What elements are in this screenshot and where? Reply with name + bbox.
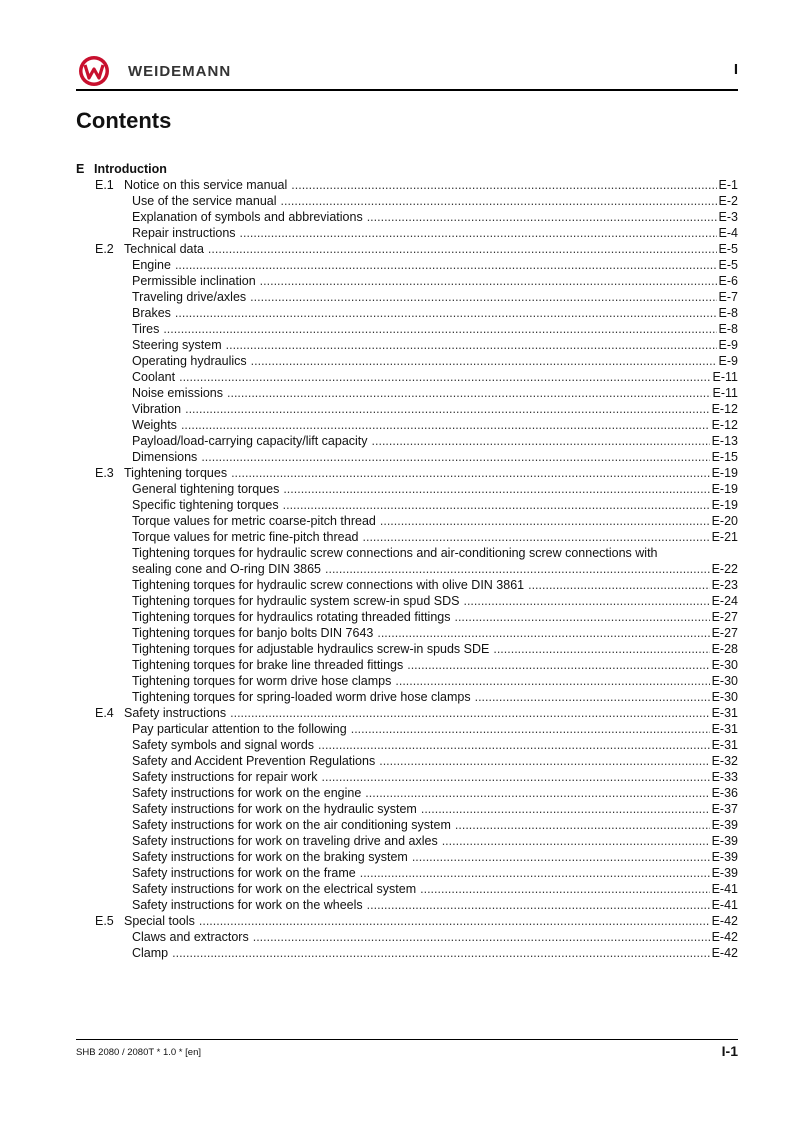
dot-leader <box>240 225 717 241</box>
toc-page-number: E-5 <box>718 242 738 256</box>
toc-entry-title: Coolant <box>132 370 176 384</box>
toc-entry-title: Safety instructions for work on traveling drive and axles <box>132 834 438 848</box>
dot-leader <box>367 897 710 913</box>
toc-entry-title: Safety instructions for work on the hydraulic system <box>132 802 417 816</box>
toc-entry[interactable] <box>76 945 738 961</box>
dot-leader <box>175 257 717 273</box>
toc-entry[interactable] <box>76 321 738 337</box>
toc-page-number: E-30 <box>711 658 738 672</box>
dot-leader <box>281 193 717 209</box>
toc-page-number: E-9 <box>718 338 738 352</box>
toc-entry-title: Tightening torques for brake line threaded fittings <box>132 658 404 672</box>
toc-section-number: E.3 <box>95 466 114 480</box>
toc-entry[interactable] <box>76 337 738 353</box>
dot-leader <box>227 385 711 401</box>
dot-leader <box>360 865 710 881</box>
toc-page-number: E-12 <box>711 418 738 432</box>
toc-page-number: E-11 <box>712 370 738 384</box>
toc-entry-title: sealing cone and O-ring DIN 3865 <box>132 562 322 576</box>
toc-section-number: E.2 <box>95 242 114 256</box>
toc-page-number: E-1 <box>718 178 738 192</box>
toc-entry[interactable] <box>76 257 738 273</box>
toc-entry-title: Pay particular attention to the following <box>132 722 347 736</box>
toc-page-number: E-37 <box>711 802 738 816</box>
toc-entry[interactable] <box>76 273 738 289</box>
toc-entry[interactable] <box>76 737 738 753</box>
toc-page-number: E-31 <box>711 722 738 736</box>
dot-leader <box>199 913 710 929</box>
toc-page-number: E-19 <box>711 498 738 512</box>
toc-page-number: E-8 <box>718 322 738 336</box>
toc-entry-title: Tightening torques for hydraulic system screw-in spud SDS <box>132 594 460 608</box>
dot-leader <box>291 177 716 193</box>
toc-entry[interactable] <box>76 641 738 657</box>
dot-leader <box>318 737 710 753</box>
toc-entry-title: Notice on this service manual <box>124 178 288 192</box>
dot-leader <box>163 321 716 337</box>
toc-entry[interactable] <box>76 881 738 897</box>
toc-entry-title: Tires <box>132 322 160 336</box>
toc-page-number: E-9 <box>718 354 738 368</box>
toc-entry-title: Clamp <box>132 946 169 960</box>
toc-page-number: E-27 <box>711 626 738 640</box>
toc-entry-title: Tightening torques for hydraulic screw connections and air-conditioning screw connections with <box>132 546 658 560</box>
weidemann-logo-icon <box>78 55 110 87</box>
toc-page-number: E-6 <box>718 274 738 288</box>
toc-entry-title: Safety instructions for work on the electrical system <box>132 882 417 896</box>
dot-leader <box>475 689 710 705</box>
toc-page-number: E-42 <box>711 930 738 944</box>
toc-entry-title: Safety instructions for repair work <box>132 770 318 784</box>
brand-name: WEIDEMANN <box>128 63 232 80</box>
toc-entry[interactable] <box>76 673 738 689</box>
chapter-number: E <box>76 162 85 176</box>
toc-entry[interactable] <box>76 225 738 241</box>
toc-entry[interactable] <box>76 561 738 577</box>
toc-section-entry[interactable] <box>76 177 738 193</box>
dot-leader <box>380 513 710 529</box>
toc-entry[interactable] <box>76 433 738 449</box>
dot-leader <box>201 449 709 465</box>
dot-leader <box>412 849 710 865</box>
toc-page-number: E-27 <box>711 610 738 624</box>
toc-entry[interactable] <box>76 833 738 849</box>
dot-leader <box>175 305 717 321</box>
toc-section-number: E.4 <box>95 706 114 720</box>
dot-leader <box>395 673 709 689</box>
section-mark: I <box>733 61 738 78</box>
toc-entry-title: Dimensions <box>132 450 198 464</box>
toc-entry[interactable] <box>76 897 738 913</box>
dot-leader <box>463 593 709 609</box>
dot-leader <box>493 641 709 657</box>
toc-page-number: E-20 <box>711 514 738 528</box>
toc-entry[interactable] <box>76 401 738 417</box>
toc-entry-title: Safety instructions for work on the frame <box>132 866 356 880</box>
dot-leader <box>179 369 710 385</box>
toc-entry-title: Tightening torques for banjo bolts DIN 7643 <box>132 626 374 640</box>
dot-leader <box>442 833 710 849</box>
dot-leader <box>455 817 710 833</box>
dot-leader <box>250 289 716 305</box>
toc-entry[interactable] <box>76 801 738 817</box>
toc-entry[interactable] <box>76 577 738 593</box>
toc-page-number: E-30 <box>711 674 738 688</box>
toc-page-number: E-36 <box>711 786 738 800</box>
toc-entry-title: Engine <box>132 258 171 272</box>
dot-leader <box>372 433 710 449</box>
toc-entry[interactable] <box>76 785 738 801</box>
toc-page-number: E-33 <box>711 770 738 784</box>
toc-entry-title: Vibration <box>132 402 182 416</box>
toc-entry[interactable] <box>76 849 738 865</box>
toc-entry[interactable] <box>76 449 738 465</box>
toc-entry-title: Tightening torques <box>124 466 228 480</box>
page-title: Contents <box>76 108 172 133</box>
toc-entry[interactable] <box>76 513 738 529</box>
dot-leader <box>454 609 709 625</box>
dot-leader <box>283 481 709 497</box>
toc-section-entry[interactable] <box>76 241 738 257</box>
toc-page-number: E-21 <box>711 530 738 544</box>
toc-page-number: E-23 <box>711 578 738 592</box>
toc-entry-title: Noise emissions <box>132 386 224 400</box>
toc-page-number: E-41 <box>711 898 738 912</box>
dot-leader <box>365 785 709 801</box>
toc-entry[interactable] <box>76 625 738 641</box>
dot-leader <box>230 705 709 721</box>
toc-page-number: E-4 <box>718 226 738 240</box>
toc-page-number: E-39 <box>711 850 738 864</box>
toc-entry-title: Use of the service manual <box>132 194 277 208</box>
toc-entry[interactable] <box>76 481 738 497</box>
toc-page-number: E-11 <box>712 386 738 400</box>
toc-entry[interactable] <box>76 529 738 545</box>
toc-entry[interactable] <box>76 609 738 625</box>
page-header <box>76 52 738 90</box>
page-number: I-1 <box>721 1043 738 1059</box>
toc-entry-title: Torque values for metric fine-pitch thread <box>132 530 359 544</box>
dot-leader <box>407 657 709 673</box>
toc-entry-title: Safety instructions for work on the braking system <box>132 850 408 864</box>
dot-leader <box>325 561 710 577</box>
toc-entry-title: Repair instructions <box>132 226 236 240</box>
dot-leader <box>181 417 710 433</box>
toc-entry[interactable] <box>76 209 738 225</box>
toc-page-number: E-42 <box>711 914 738 928</box>
toc-entry[interactable] <box>76 769 738 785</box>
toc-entry-title: Safety symbols and signal words <box>132 738 315 752</box>
toc-page-number: E-24 <box>711 594 738 608</box>
toc-entry[interactable] <box>76 545 738 561</box>
toc-page-number: E-5 <box>718 258 738 272</box>
toc-entry[interactable] <box>76 369 738 385</box>
toc-entry-title: Tightening torques for hydraulic screw connections with olive DIN 3861 <box>132 578 525 592</box>
toc-page-number: E-31 <box>711 738 738 752</box>
toc-entry-title: Safety instructions for work on the wheels <box>132 898 363 912</box>
toc-page-number: E-22 <box>711 562 738 576</box>
header-divider <box>76 89 738 91</box>
toc-page-number: E-19 <box>711 466 738 480</box>
toc-page-number: E-39 <box>711 834 738 848</box>
dot-leader <box>231 465 710 481</box>
footer-divider <box>76 1039 738 1040</box>
toc-entry[interactable] <box>76 289 738 305</box>
dot-leader <box>420 881 709 897</box>
toc-entry-title: Tightening torques for adjustable hydraulics screw-in spuds SDE <box>132 642 490 656</box>
dot-leader <box>377 625 709 641</box>
toc-entry-title: Special tools <box>124 914 195 928</box>
toc-entry-title: Payload/load-carrying capacity/lift capacity <box>132 434 368 448</box>
toc-page-number: E-39 <box>711 818 738 832</box>
dot-leader <box>283 497 710 513</box>
toc-entry-title: Safety instructions <box>124 706 227 720</box>
toc-page-number: E-13 <box>711 434 738 448</box>
toc-page-number: E-15 <box>711 450 738 464</box>
toc-entry-title: General tightening torques <box>132 482 280 496</box>
toc-entry-title: Permissible inclination <box>132 274 256 288</box>
toc-entry-title: Claws and extractors <box>132 930 249 944</box>
chapter-heading <box>76 161 738 177</box>
toc-page-number: E-28 <box>711 642 738 656</box>
chapter-title: Introduction <box>94 162 167 176</box>
toc-page-number: E-3 <box>718 210 738 224</box>
dot-leader <box>322 769 710 785</box>
toc-section-number: E.5 <box>95 914 114 928</box>
dot-leader <box>172 945 709 961</box>
toc-entry[interactable] <box>76 817 738 833</box>
dot-leader <box>226 337 717 353</box>
toc-entry-title: Weights <box>132 418 177 432</box>
toc-entry[interactable] <box>76 865 738 881</box>
toc-page-number: E-30 <box>711 690 738 704</box>
toc-page-number: E-31 <box>711 706 738 720</box>
toc-entry-title: Technical data <box>124 242 204 256</box>
toc-section-entry[interactable] <box>76 913 738 929</box>
dot-leader <box>421 801 710 817</box>
toc-section-entry[interactable] <box>76 705 738 721</box>
toc-entry-title: Tightening torques for hydraulics rotating threaded fittings <box>132 610 451 624</box>
toc-entry[interactable] <box>76 929 738 945</box>
toc-entry[interactable] <box>76 657 738 673</box>
toc-entry[interactable] <box>76 353 738 369</box>
table-of-contents <box>76 161 738 961</box>
dot-leader <box>253 929 710 945</box>
toc-entry[interactable] <box>76 305 738 321</box>
toc-entry[interactable] <box>76 497 738 513</box>
toc-entry[interactable] <box>76 753 738 769</box>
toc-page-number: E-7 <box>718 290 738 304</box>
toc-entry-title: Safety instructions for work on the air conditioning system <box>132 818 451 832</box>
toc-page-number: E-19 <box>711 482 738 496</box>
toc-section-number: E.1 <box>95 178 114 192</box>
toc-entry-title: Specific tightening torques <box>132 498 279 512</box>
toc-entry-title: Brakes <box>132 306 171 320</box>
dot-leader <box>351 721 710 737</box>
toc-entry[interactable] <box>76 193 738 209</box>
toc-page-number: E-42 <box>711 946 738 960</box>
document-id: SHB 2080 / 2080T * 1.0 * [en] <box>76 1047 201 1058</box>
dot-leader <box>363 529 710 545</box>
toc-page-number: E-39 <box>711 866 738 880</box>
toc-entry[interactable] <box>76 593 738 609</box>
toc-section-entry[interactable] <box>76 465 738 481</box>
toc-entry[interactable] <box>76 385 738 401</box>
toc-page-number: E-8 <box>718 306 738 320</box>
toc-entry-title: Traveling drive/axles <box>132 290 247 304</box>
toc-page-number: E-41 <box>711 882 738 896</box>
toc-entry-title: Steering system <box>132 338 222 352</box>
toc-entry-title: Operating hydraulics <box>132 354 247 368</box>
toc-entry[interactable] <box>76 417 738 433</box>
toc-entry-title: Safety and Accident Prevention Regulations <box>132 754 376 768</box>
toc-page-number: E-12 <box>711 402 738 416</box>
toc-entry[interactable] <box>76 689 738 705</box>
toc-entry-title: Tightening torques for spring-loaded worm drive hose clamps <box>132 690 471 704</box>
toc-entry-title: Safety instructions for work on the engine <box>132 786 362 800</box>
dot-leader <box>185 401 709 417</box>
toc-page-number: E-32 <box>711 754 738 768</box>
dot-leader <box>379 753 709 769</box>
dot-leader <box>260 273 717 289</box>
toc-entry-title: Explanation of symbols and abbreviations <box>132 210 363 224</box>
toc-entry-title: Tightening torques for worm drive hose clamps <box>132 674 392 688</box>
toc-entry[interactable] <box>76 721 738 737</box>
dot-leader <box>251 353 717 369</box>
dot-leader <box>367 209 717 225</box>
toc-page-number: E-2 <box>718 194 738 208</box>
dot-leader <box>528 577 709 593</box>
toc-entry-title: Torque values for metric coarse-pitch thread <box>132 514 376 528</box>
dot-leader <box>208 241 717 257</box>
